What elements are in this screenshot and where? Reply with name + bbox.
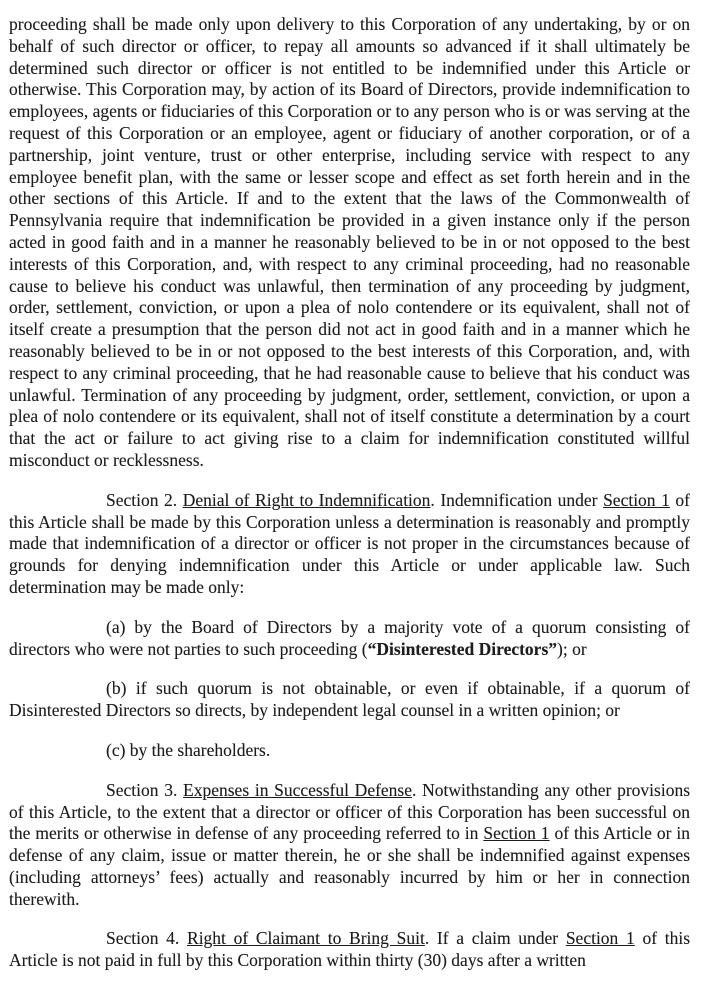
text-run: . If a claim under (424, 928, 566, 949)
item-a-paragraph (9, 617, 690, 661)
text-run: ); or (557, 638, 587, 659)
text-run: (a) by the Board of Directors by a majority vote of a quorum consisting of directors who were not parties to such proceeding ( (9, 616, 690, 659)
underlined-text: Expenses in Successful Defense (183, 779, 413, 800)
text-run: (b) if such quorum is not obtainable, or even if obtainable, if a quorum of Disinterested Directors so directs, by independent legal counsel in a written opinion; or (9, 678, 690, 721)
text-run: proceeding shall be made only upon delivery to this Corporation of any undertaking, by or on behalf of such director or officer, to repay all amounts so advanced if it shall ultimately be determined such director or officer is not entitled to be indemnified under this Article or otherwise. This Corporation may, by action of its Board of Directors, provide indemnification to employees, agents or fiduciaries of this Corporation or to any person who is or was serving at the request of this Corporation or an employee, agent or fiduciary of another corporation, or of a partnership, joint venture, trust or other enterprise, including service with respect to any employee benefit plan, with the same or lesser scope and effect as set forth herein and in the other sections of this Article. If and to the extent that the laws of the Commonwealth of Pennsylvania require that indemnification be provided in a given instance only if the person acted in good faith and in a manner he reasonably believed to be in or not opposed to the best interests of this Corporation, and, with respect to any criminal proceeding, had no reasonable cause to believe his conduct was unlawful, then termination of any proceeding by judgment, order, settlement, conviction, or upon a plea of nolo contendere or its equivalent, shall not of itself create a presumption that the person did not act in good faith and in a manner which he reasonably believed to be in or not opposed to the best interests of this Corporation, and, with respect to any criminal proceeding, that he had reasonable cause to believe that his conduct was unlawful. Termination of any proceeding by judgment, order, settlement, conviction, or upon a plea of nolo contendere or its equivalent, shall not of itself constitute a determination by a court that the act or failure to act giving rise to a claim for indemnification constituted willful misconduct or recklessness. (9, 14, 690, 470)
item-c-paragraph (9, 740, 690, 762)
bold-text: “Disinterested Directors” (367, 638, 558, 659)
continuation-paragraph (9, 14, 690, 472)
section-3-paragraph (9, 780, 690, 911)
text-run: Section 4. (106, 928, 188, 949)
text-run: . Notwithstanding any other provisions of this Article, to the extent that a director or officer of this Corporation has been successful on the merits or otherwise in defense of any proceeding referred to in (9, 779, 690, 844)
underlined-text: Section 1 (565, 928, 635, 949)
underlined-text: Section 1 (603, 489, 670, 510)
text-run: of this Article or in defense of any claim, issue or matter therein, he or she shall be indemnified against expenses (including attorneys’ fees) actually and reasonably incurred by him or her in connection therewith. (9, 823, 690, 909)
underlined-text: Section 1 (483, 823, 550, 844)
text-run: Section 2. (106, 489, 183, 510)
section-2-paragraph (9, 490, 690, 599)
text-run: (c) by the shareholders. (106, 739, 271, 760)
item-b-paragraph (9, 678, 690, 722)
text-run: of this Article is not paid in full by this Corporation within thirty (30) days after a written (9, 928, 691, 971)
text-run: Section 3. (106, 779, 184, 800)
text-run: . Indemnification under (430, 489, 604, 510)
underlined-text: Right of Claimant to Bring Suit (187, 928, 425, 949)
section-4-paragraph (9, 928, 690, 972)
underlined-text: Denial of Right to Indemnification (182, 489, 431, 510)
text-run: of this Article shall be made by this Corporation unless a determination is reasonably and promptly made that indemnification of a director or officer is not proper in the circumstances because of grounds for denying indemnification under this Article or under applicable law. Such determination may be made only: (9, 489, 690, 597)
